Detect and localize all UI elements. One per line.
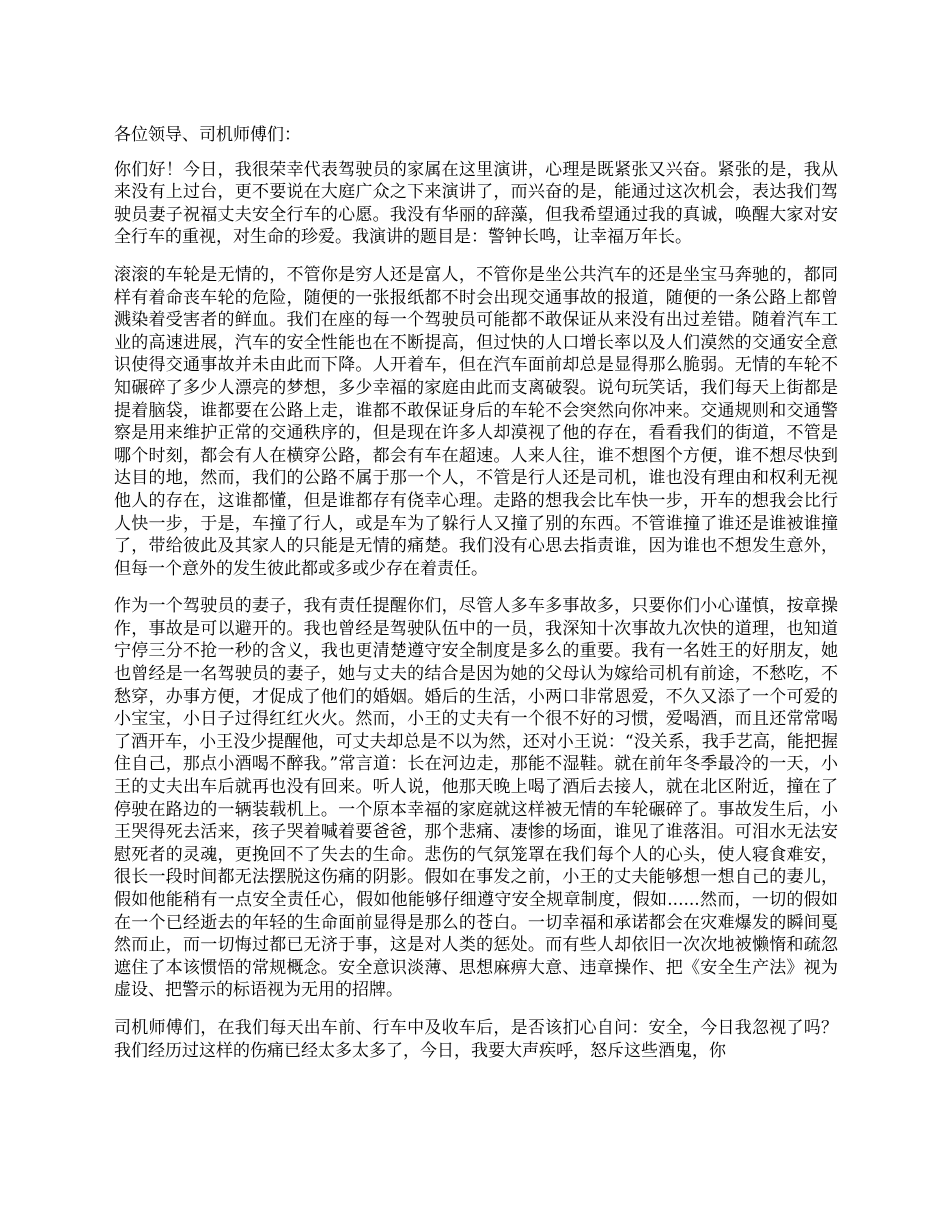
document-page	[114, 124, 838, 1077]
paragraph-opening: 你们好！今日，我很荣幸代表驾驶员的家属在这里演讲，心理是既紧张又兴奋。紧张的是，我从来没有上过台，更不要说在大庭广众之下来演讲了，而兴奋的是，能通过这次机会，表达我们驾驶员妻子祝福丈夫安全行车的心愿。我没有华丽的辞藻，但我希望通过我的真诚，唤醒大家对安全行车的重视，对生命的珍爱。我演讲的题目是：警钟长鸣，让幸福万年长。	[114, 159, 838, 248]
paragraph-wife-story: 作为一个驾驶员的妻子，我有责任提醒你们，尽管人多车多事故多，只要你们小心谨慎，按章操作，事故是可以避开的。我也曾经是驾驶队伍中的一员，我深知十次事故九次快的道理，也知道宁停三分不抢一秒的含义，我也更清楚遵守安全制度是多么的重要。我有一名姓王的好朋友，她也曾经是一名驾驶员的妻子，她与丈夫的结合是因为她的父母认为嫁给司机有前途，不愁吃，不愁穿，办事方便，才促成了他们的婚姻。婚后的生活，小两口非常恩爱，不久又添了一个可爱的小宝宝，小日子过得红红火火。然而，小王的丈夫有一个很不好的习惯，爱喝酒，而且还常常喝了酒开车，小王没少提醒他，可丈夫却总是不以为然，还对小王说：“没关系，我手艺高，能把握住自己，那点小酒喝不醉我。”常言道：长在河边走，那能不湿鞋。就在前年冬季最冷的一天，小王的丈夫出车后就再也没有回来。听人说，他那天晚上喝了酒后去接人，就在北区附近，撞在了停驶在路边的一辆装载机上。一个原本幸福的家庭就这样被无情的车轮碾碎了。事故发生后，小王哭得死去活来，孩子哭着喊着要爸爸，那个悲痛、凄惨的场面，谁见了谁落泪。可泪水无法安慰死者的灵魂，更挽回不了失去的生命。悲伤的气氛笼罩在我们每个人的心头，使人寝食难安，很长一段时间都无法摆脱这伤痛的阴影。假如在事发之前，小王的丈夫能够想一想自己的妻儿，假如他能稍有一点安全责任心，假如他能够仔细遵守安全规章制度，假如......然而，一切的假如在一个已经逝去的年轻的生命面前显得是那么的苍白。一切幸福和承诺都会在灾难爆发的瞬间戛然而止，而一切悔过都已无济于事，这是对人类的惩处。而有些人却依旧一次次地被懒惰和疏忽遮住了本该惯悟的常规概念。安全意识淡薄、思想麻痹大意、违章操作、把《安全生产法》视为虚设、把警示的标语视为无用的招牌。	[114, 596, 838, 1001]
salutation: 各位领导、司机师傅们：	[114, 125, 301, 145]
paragraph-appeal: 司机师傅们，在我们每天出车前、行车中及收车后，是否该扪心自问：安全，今日我忽视了吗？我们经历过这样的伤痛已经太多太多了，今日，我要大声疾呼，怒斥这些酒鬼，你	[114, 1017, 838, 1061]
paragraph-wheels: 滚滚的车轮是无情的，不管你是穷人还是富人，不管你是坐公共汽车的还是坐宝马奔驰的，都同样有着命丧车轮的危险，随便的一张报纸都不时会出现交通事故的报道，随便的一条公路上都曾溅染着受害者的鲜血。我们在座的每一个驾驶员可能都不敢保证从来没有出过差错。随着汽车工业的高速进展，汽车的安全性能也在不断提高，但过快的人口增长率以及人们漠然的交通安全意识使得交通事故并未由此而下降。人开着车，但在汽车面前却总是显得那么脆弱。无情的车轮不知碾碎了多少人漂亮的梦想，多少幸福的家庭由此而支离破裂。说句玩笑话，我们每天上街都是提着脑袋，谁都要在公路上走，谁都不敢保证身后的车轮不会突然向你冲来。交通规则和交通警察是用来维护正常的交通秩序的，但是现在许多人却漠视了他的存在，看看我们的街道，不管是哪个时刻，都会有人在横穿公路，都会有车在超速。人来人往，谁不想图个方便，谁不想尽快到达目的地，然而，我们的公路不属于那一个人，不管是行人还是司机，谁也没有理由和权利无视他人的存在，这谁都懂，但是谁都存有侥幸心理。走路的想我会比车快一步，开车的想我会比行人快一步，于是，车撞了行人，或是车为了躲行人又撞了别的东西。不管谁撞了谁还是谁被谁撞了，带给彼此及其家人的只能是无情的痛楚。我们没有心思去指责谁，因为谁也不想发生意外，但每一个意外的发生彼此都或多或少存在着责任。	[114, 264, 838, 579]
